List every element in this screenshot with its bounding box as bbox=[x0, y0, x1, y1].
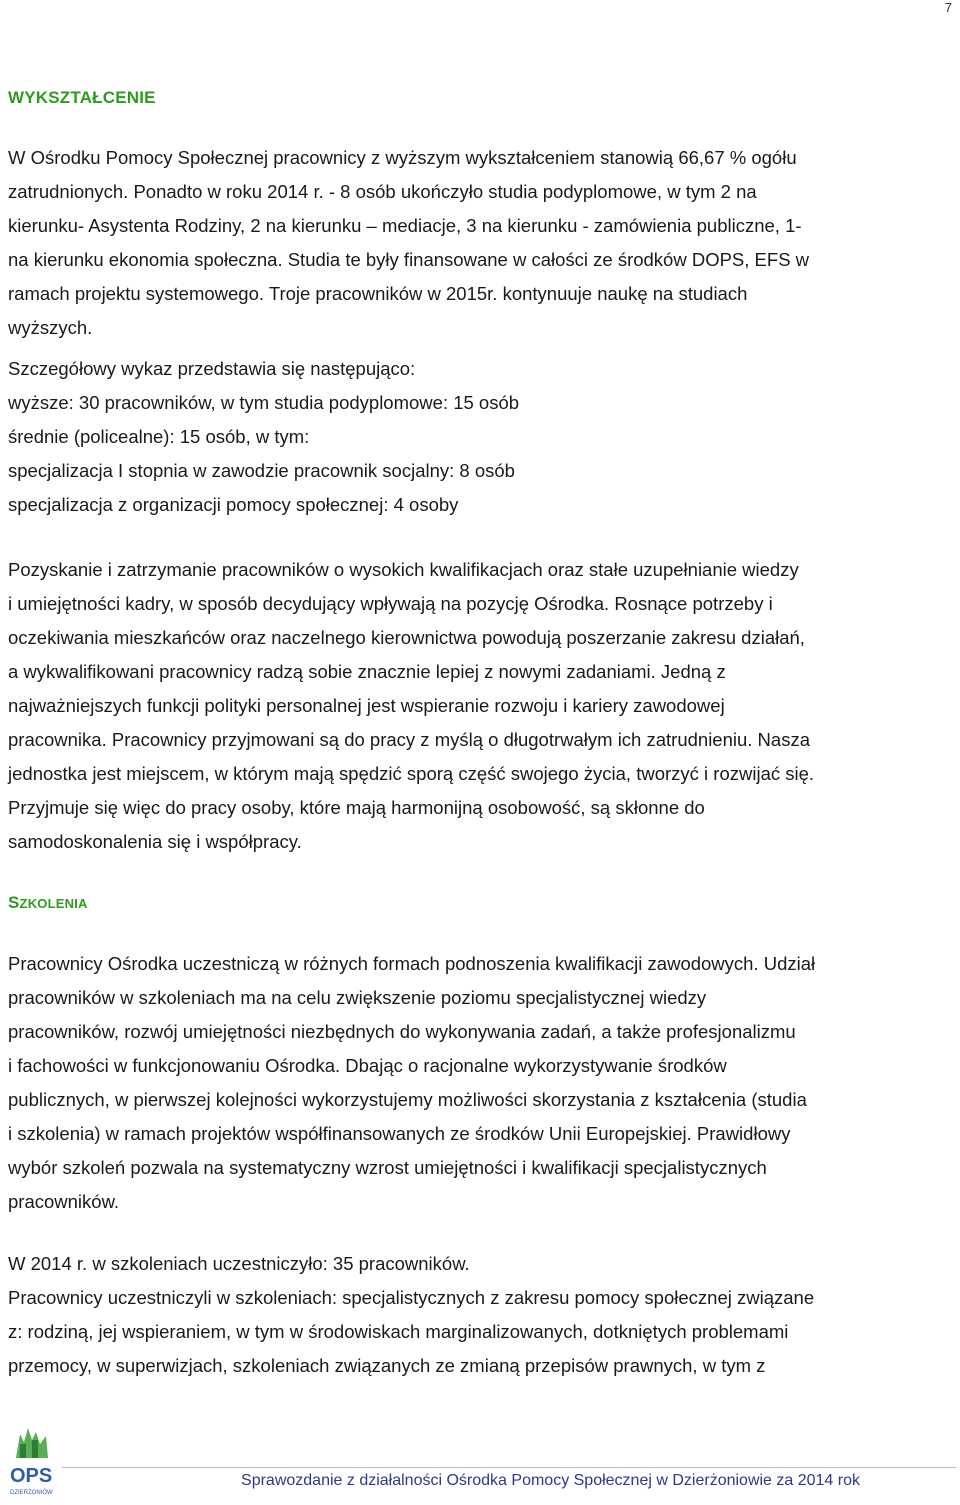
text-line: jednostka jest miejscem, w którym mają spędzić sporą część swojego życia, tworzyć i rozwijać się. bbox=[8, 763, 815, 784]
text-line: ramach projektu systemowego. Troje pracowników w 2015r. kontynuuje naukę na studiach bbox=[8, 283, 748, 304]
text-line: zatrudnionych. Ponadto w roku 2014 r. - 8 osób ukończyło studia podyplomowe, w tym 2 na bbox=[8, 181, 757, 202]
training-paragraph bbox=[8, 947, 953, 1219]
text-line: pracowników w szkoleniach ma na celu zwiększenie poziomu specjalistycznej wiedzy bbox=[8, 987, 707, 1008]
text-line: kierunku- Asystenta Rodziny, 2 na kierunku – mediacje, 3 na kierunku - zamówienia publiczne, 1- bbox=[8, 215, 802, 236]
ops-logo-graphic bbox=[6, 1420, 62, 1500]
text-line: Pracownicy uczestniczyli w szkoleniach: specjalistycznych z zakresu pomocy społecznej związane bbox=[8, 1287, 815, 1308]
training-heading bbox=[8, 893, 88, 913]
training-heading-rest: ZKOLENIA bbox=[19, 896, 88, 911]
text-line: oczekiwania mieszkańców oraz naczelnego kierownictwa powodują poszerzanie zakresu działań, bbox=[8, 627, 805, 648]
text-line: wyższych. bbox=[8, 317, 93, 338]
footer-text: Sprawozdanie z działalności Ośrodka Pomocy Społecznej w Dzierżoniowie za 2014 rok bbox=[241, 1472, 860, 1489]
text-line: na kierunku ekonomia społeczna. Studia te były finansowane w całości ze środków DOPS, EFS w bbox=[8, 249, 810, 270]
text-line: Pozyskanie i zatrzymanie pracowników o wysokich kwalifikacjach oraz stałe uzupełnianie wiedzy bbox=[8, 559, 799, 580]
breakdown-line: specjalizacja z organizacji pomocy społecznej: 4 osoby bbox=[8, 494, 459, 515]
text-line: pracowników. bbox=[8, 1191, 120, 1212]
text-line: pracownika. Pracownicy przyjmowani są do pracy z myślą o długotrwałym ich zatrudnieniu. Nasza bbox=[8, 729, 810, 750]
text-line: i fachowości w funkcjonowaniu Ośrodka. Dbając o racjonalne wykorzystywanie środków bbox=[8, 1055, 727, 1076]
education-breakdown bbox=[8, 352, 953, 522]
text-line: samodoskonalenia się i współpracy. bbox=[8, 831, 302, 852]
footer-divider bbox=[62, 1467, 956, 1468]
text-line: najważniejszych funkcji polityki personalnej jest wspieranie rozwoju i kariery zawodowej bbox=[8, 695, 725, 716]
text-line: pracowników, rozwój umiejętności niezbędnych do wykonywania zadań, a także profesjonalizmu bbox=[8, 1021, 796, 1042]
text-line: i umiejętności kadry, w sposób decydujący wpływają na pozycję Ośrodka. Rosnące potrzeby i bbox=[8, 593, 773, 614]
logo-subtext: DZIERŻONIÓW bbox=[10, 1490, 53, 1496]
text-line: W Ośrodku Pomocy Społecznej pracownicy z wyższym wykształceniem stanowią 66,67 % ogółu bbox=[8, 147, 797, 168]
text-line: Przyjmuje się więc do pracy osoby, które mają harmonijną osobowość, są skłonne do bbox=[8, 797, 705, 818]
text-line: W 2014 r. w szkoleniach uczestniczyło: 35 pracowników. bbox=[8, 1253, 470, 1274]
ops-logo bbox=[6, 1420, 62, 1500]
training-heading-initial: S bbox=[8, 893, 20, 912]
breakdown-line: specjalizacja I stopnia w zawodzie pracownik socjalny: 8 osób bbox=[8, 460, 515, 481]
education-paragraph bbox=[8, 141, 953, 345]
text-line: przemocy, w superwizjach, szkoleniach związanych ze zmianą przepisów prawnych, w tym z bbox=[8, 1355, 766, 1376]
logo-text: OPS bbox=[10, 1465, 53, 1487]
text-line: z: rodziną, jej wspieraniem, w tym w środowiskach marginalizowanych, dotkniętych problemami bbox=[8, 1321, 789, 1342]
page-number: 7 bbox=[944, 0, 952, 15]
text-line: a wykwalifikowani pracownicy radzą sobie znacznie lepiej z nowymi zadaniami. Jedną z bbox=[8, 661, 726, 682]
breakdown-line: Szczegółowy wykaz przedstawia się następująco: bbox=[8, 358, 416, 379]
hr-paragraph bbox=[8, 553, 953, 859]
text-line: publicznych, w pierwszej kolejności wykorzystujemy możliwości skorzystania z kształcenia (studia bbox=[8, 1089, 807, 1110]
text-line: i szkolenia) w ramach projektów współfinansowanych ze środków Unii Europejskiej. Prawidłowy bbox=[8, 1123, 791, 1144]
training-count bbox=[8, 1247, 953, 1383]
education-heading: WYKSZTAŁCENIE bbox=[8, 88, 156, 107]
text-line: Pracownicy Ośrodka uczestniczą w różnych formach podnoszenia kwalifikacji zawodowych. Udział bbox=[8, 953, 816, 974]
breakdown-line: wyższe: 30 pracowników, w tym studia podyplomowe: 15 osób bbox=[8, 392, 520, 413]
breakdown-line: średnie (policealne): 15 osób, w tym: bbox=[8, 426, 310, 447]
text-line: wybór szkoleń pozwala na systematyczny wzrost umiejętności i kwalifikacji specjalistycznych bbox=[8, 1157, 767, 1178]
